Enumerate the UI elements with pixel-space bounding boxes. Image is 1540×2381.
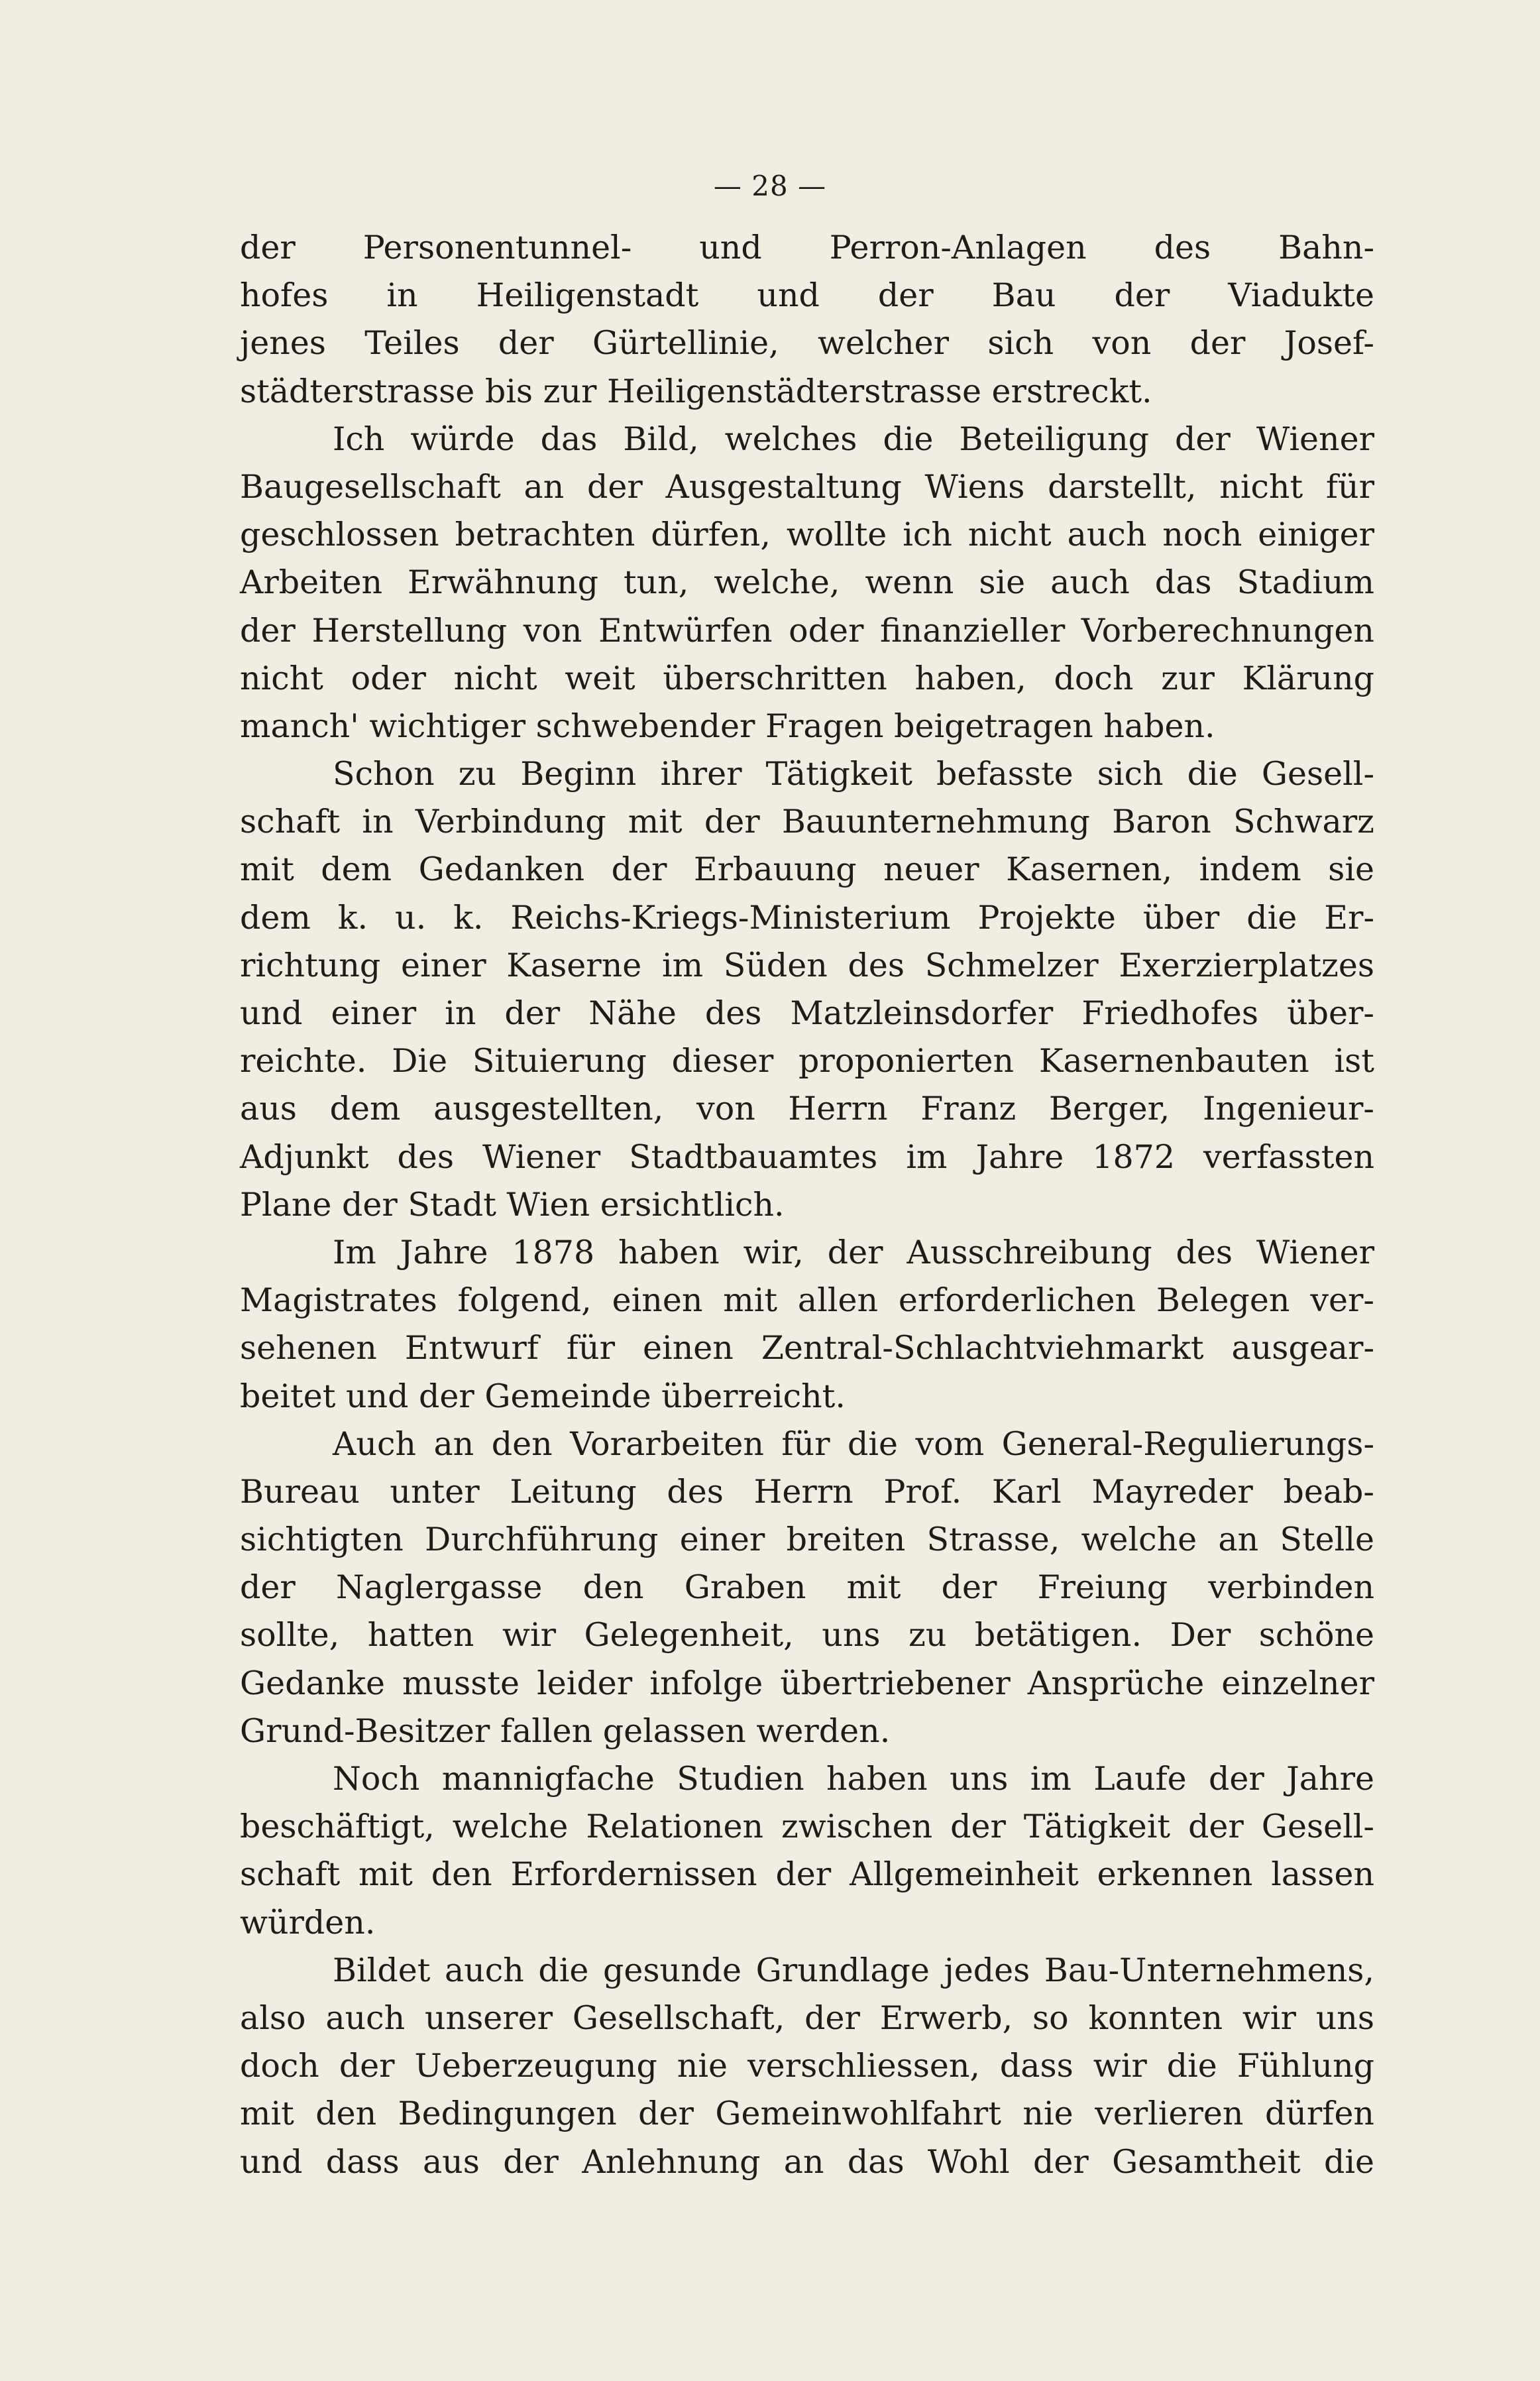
text-line: doch der Ueberzeugung nie verschliessen, dass wir die Fühlung	[240, 2047, 1374, 2085]
text-line: schaft mit den Erfordernissen der Allgemeinheit erkennen lassen	[240, 1855, 1374, 1894]
text-line: würden.	[240, 1903, 376, 1942]
text-line: Im Jahre 1878 haben wir, der Ausschreibung des Wiener	[333, 1233, 1374, 1271]
text-line: der Naglergasse den Graben mit der Freiung verbinden	[240, 1568, 1374, 1607]
text-line: schaft in Verbindung mit der Bauunternehmung Baron Schwarz	[240, 803, 1374, 841]
text-line: geschlossen betrachten dürfen, wollte ich nicht auch noch einiger	[240, 516, 1374, 554]
text-line: Noch mannigfache Studien haben uns im Laufe der Jahre	[333, 1760, 1374, 1798]
text-line: Magistrates folgend, einen mit allen erforderlichen Belegen ver-	[240, 1281, 1374, 1320]
text-line: sollte, hatten wir Gelegenheit, uns zu betätigen. Der schöne	[240, 1616, 1374, 1655]
text-line: mit den Bedingungen der Gemeinwohlfahrt nie verlieren dürfen	[240, 2095, 1374, 2133]
text-line: Gedanke musste leider infolge übertriebener Ansprüche einzelner	[240, 1664, 1374, 1702]
text-line: dem k. u. k. Reichs-Kriegs-Ministerium Projekte über die Er-	[240, 898, 1374, 937]
text-line: sichtigten Durchführung einer breiten Strasse, welche an Stelle	[240, 1521, 1374, 1559]
text-line: der Personentunnel- und Perron-Anlagen des Bahn-	[240, 229, 1374, 266]
text-line: also auch unserer Gesellschaft, der Erwerb, so konnten wir uns	[240, 1999, 1374, 2037]
text-line: Baugesellschaft an der Ausgestaltung Wiens darstellt, nicht für	[240, 467, 1374, 506]
text-line: Auch an den Vorarbeiten für die vom General-Regulierungs-	[333, 1424, 1374, 1463]
text-line: Arbeiten Erwähnung tun, welche, wenn sie auch das Stadium	[240, 563, 1374, 602]
text-line: jenes Teiles der Gürtellinie, welcher sich von der Josef-	[240, 324, 1374, 363]
body-text	[240, 224, 1374, 2186]
paragraph	[240, 1755, 1374, 1947]
text-line: beschäftigt, welche Relationen zwischen der Tätigkeit der Gesell-	[240, 1808, 1374, 1846]
text-line: beitet und der Gemeinde überreicht.	[240, 1377, 846, 1415]
text-line: Schon zu Beginn ihrer Tätigkeit befasste sich die Gesell-	[333, 755, 1374, 793]
text-line: Bildet auch die gesunde Grundlage jedes Bau-Unternehmens,	[333, 1951, 1374, 1989]
text-line: aus dem ausgestellten, von Herrn Franz Berger, Ingenieur-	[240, 1090, 1374, 1128]
text-line: reichte. Die Situierung dieser proponierten Kasernenbauten ist	[240, 1042, 1374, 1080]
text-line: hofes in Heiligenstadt und der Bau der Viadukte	[240, 276, 1374, 315]
paragraph	[240, 750, 1374, 1229]
paragraph	[240, 416, 1374, 750]
text-line: Adjunkt des Wiener Stadtbauamtes im Jahre 1872 verfassten	[240, 1137, 1374, 1176]
page-number: — 28 —	[713, 170, 827, 202]
paragraph	[240, 1229, 1374, 1421]
text-line: und dass aus der Anlehnung an das Wohl der Gesamtheit die	[240, 2142, 1374, 2181]
paragraph	[240, 1421, 1374, 1755]
text-line: richtung einer Kaserne im Süden des Schmelzer Exerzierplatzes	[240, 946, 1374, 984]
text-line: manch' wichtiger schwebender Fragen beigetragen haben.	[240, 707, 1215, 745]
text-line: und einer in der Nähe des Matzleinsdorfer Friedhofes über-	[240, 994, 1374, 1032]
text-line: der Herstellung von Entwürfen oder finanzieller Vorberechnungen	[240, 611, 1374, 650]
paragraph	[240, 1947, 1374, 2186]
paragraph	[240, 224, 1374, 416]
text-line: Grund-Besitzer fallen gelassen werden.	[240, 1712, 891, 1750]
text-line: Bureau unter Leitung des Herrn Prof. Karl Mayreder beab-	[240, 1472, 1374, 1511]
text-line: Plane der Stadt Wien ersichtlich.	[240, 1185, 785, 1224]
text-line: sehenen Entwurf für einen Zentral-Schlachtviehmarkt ausgear-	[240, 1329, 1374, 1367]
text-line: Ich würde das Bild, welches die Beteiligung der Wiener	[333, 420, 1374, 458]
text-line: nicht oder nicht weit überschritten haben, doch zur Klärung	[240, 659, 1374, 697]
text-line: mit dem Gedanken der Erbauung neuer Kasernen, indem sie	[240, 850, 1374, 889]
text-line: städterstrasse bis zur Heiligenstädterstrasse erstreckt.	[240, 372, 1152, 410]
